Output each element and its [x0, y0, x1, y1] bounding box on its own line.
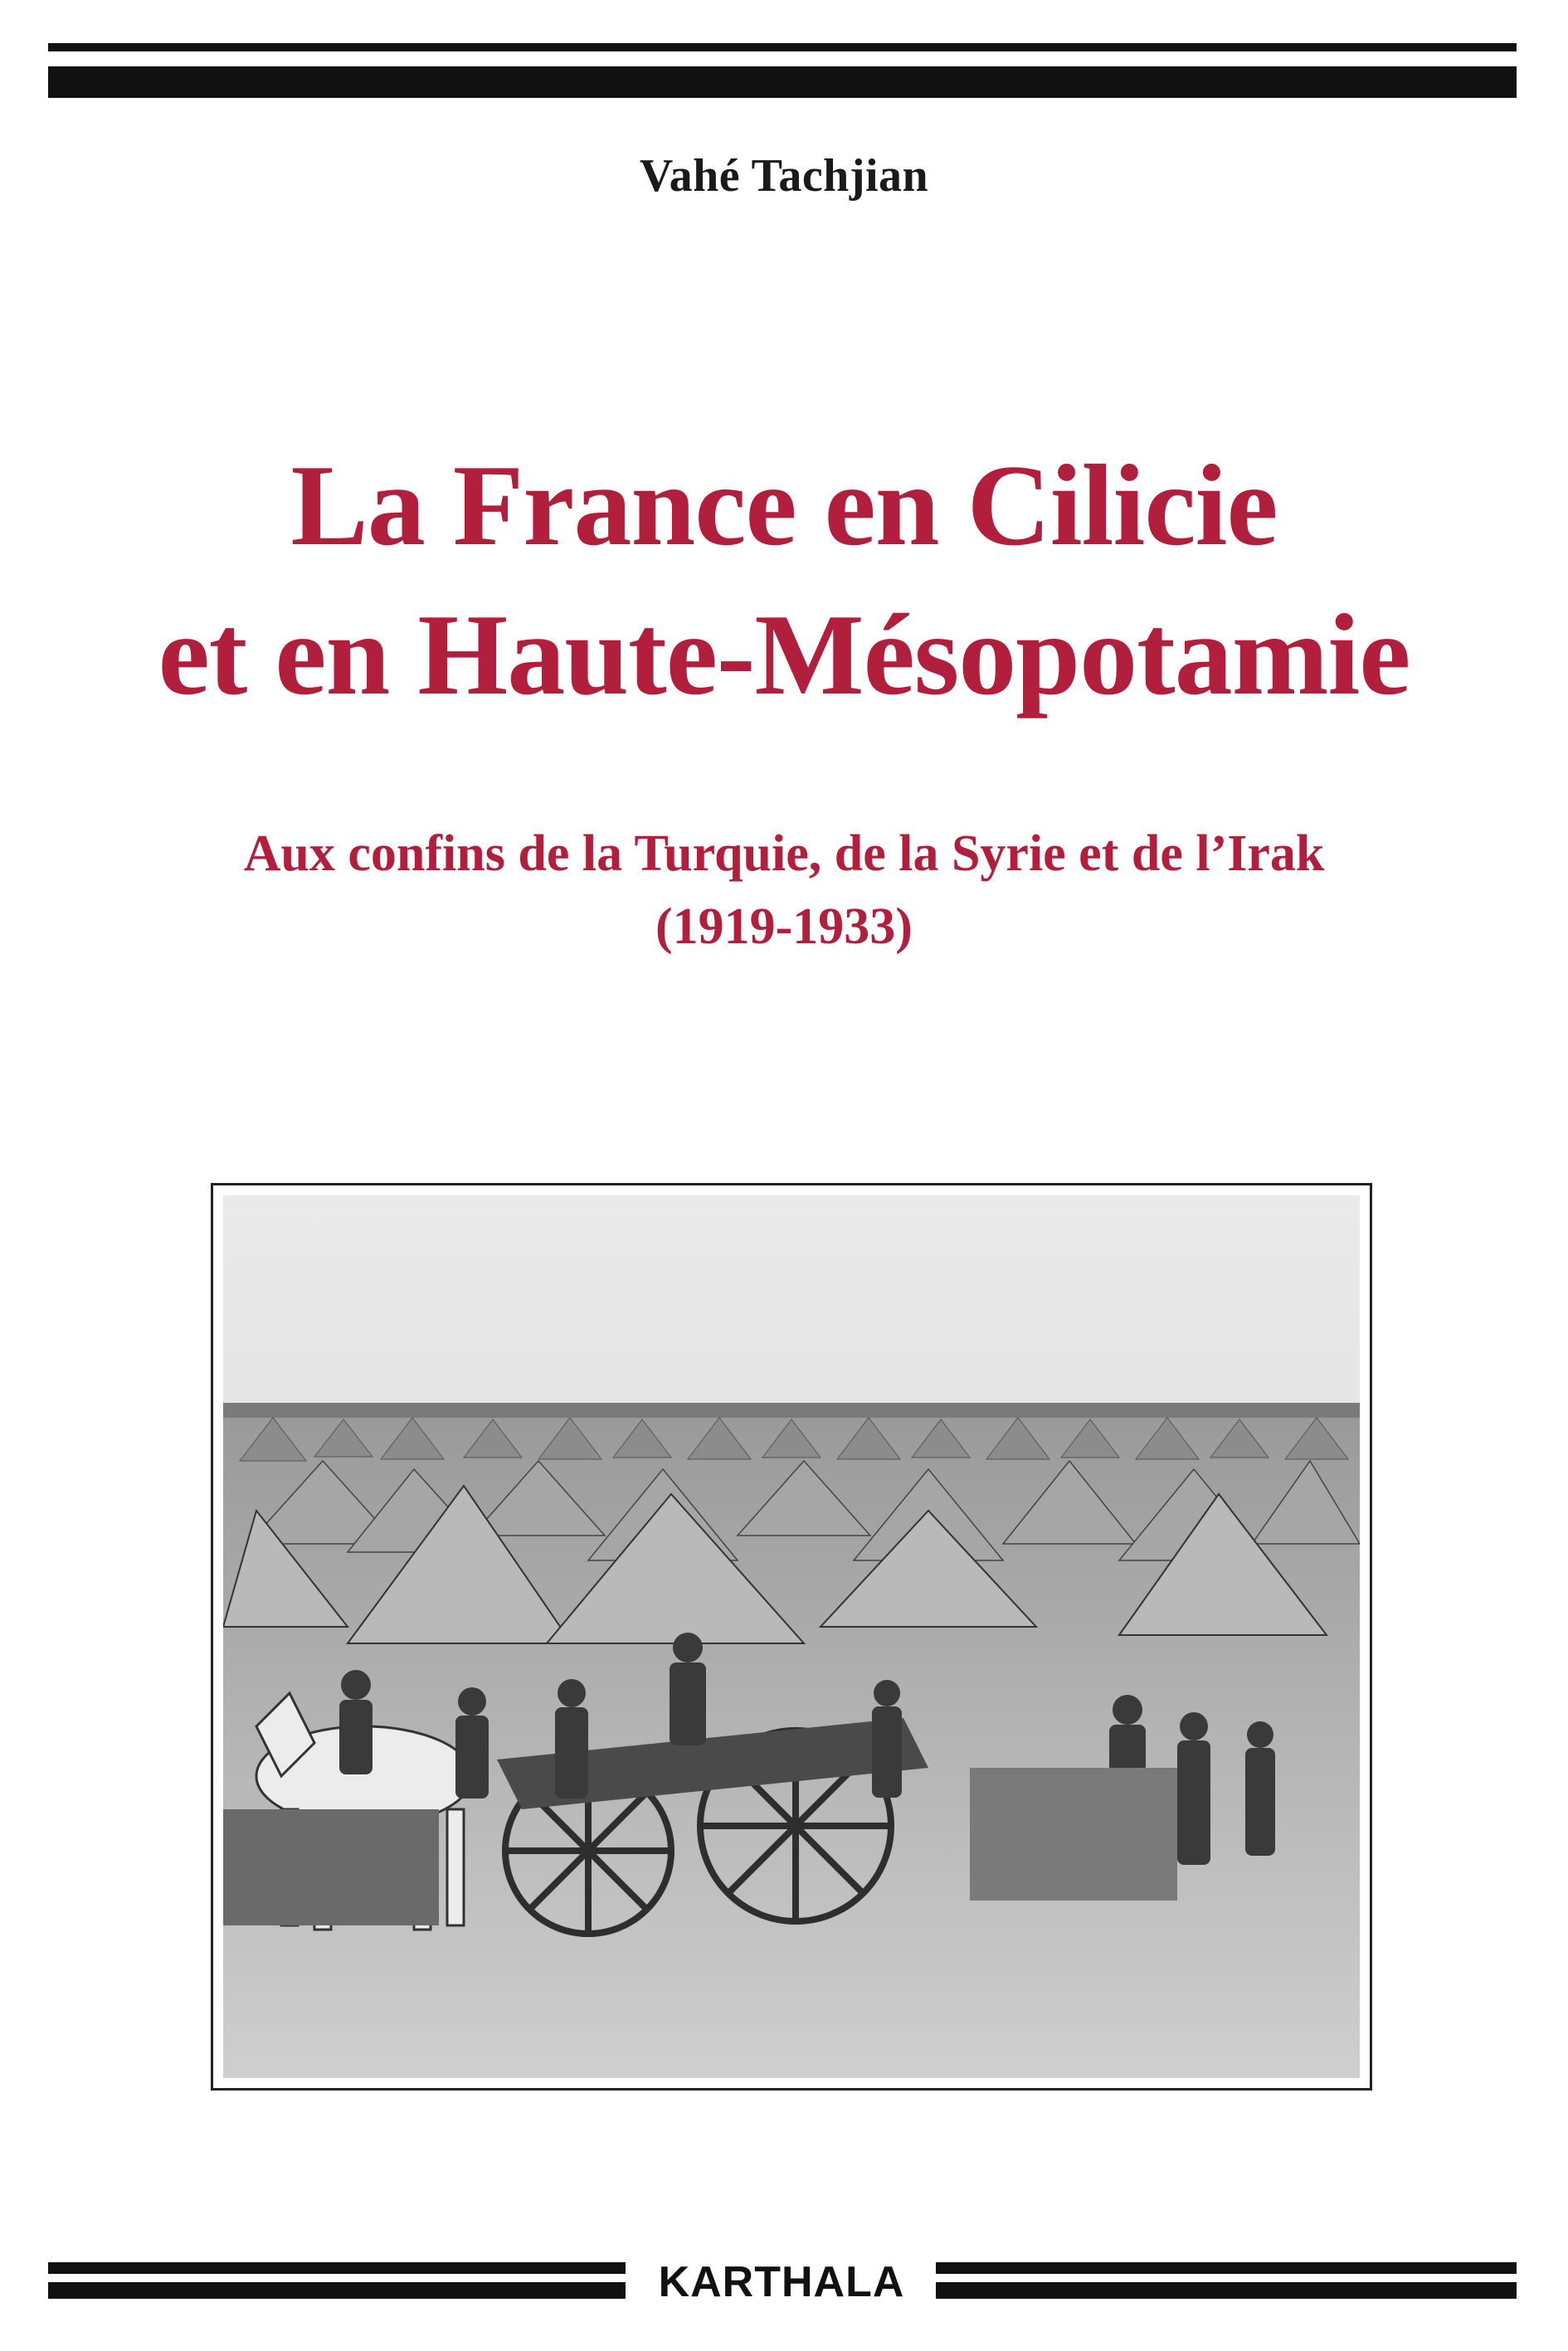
publisher-bar-right-rules: [936, 2262, 1517, 2299]
subtitle-line-2: (1919-1933): [655, 898, 913, 955]
author-name: Vahé Tachjian: [639, 150, 929, 202]
publisher-bar-left-rules: [48, 2262, 626, 2299]
publisher-bar: [48, 2258, 1517, 2306]
title-line-2: et en Haute-Mésopotamie: [158, 591, 1410, 719]
book-title: [0, 431, 1568, 730]
title-line-1: La France en Cilicie: [290, 441, 1278, 570]
publisher-name: KARTHALA: [658, 2258, 905, 2306]
top-thin-rule: [48, 43, 1517, 51]
camp-photo-illustration: [223, 1195, 1360, 2078]
top-thick-rule: [48, 66, 1517, 98]
subtitle-line-1: Aux confins de la Turquie, de la Syrie et de l’Irak: [243, 825, 1325, 882]
cover-photo: [211, 1183, 1372, 2091]
book-subtitle: [0, 817, 1568, 963]
